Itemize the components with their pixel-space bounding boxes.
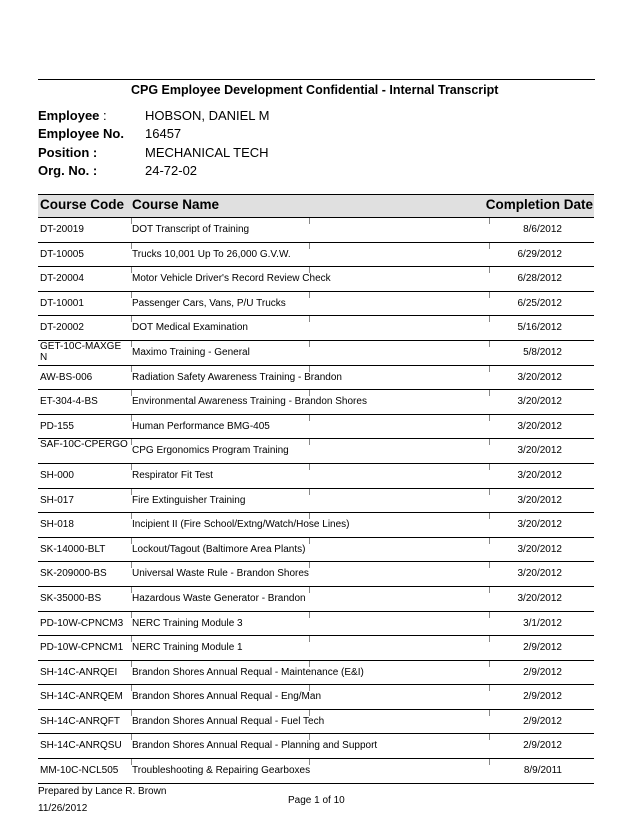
course-name-cell: Environmental Awareness Training - Brandon Shores <box>132 396 367 408</box>
column-tick <box>309 562 310 568</box>
course-code-cell: PD-10W-CPNCM3 <box>40 617 124 629</box>
course-name-cell: NERC Training Module 1 <box>132 642 243 654</box>
completion-date-cell: 3/20/2012 <box>517 469 562 481</box>
completion-date-cell: 5/8/2012 <box>523 346 562 358</box>
footer-date: 11/26/2012 <box>38 803 88 814</box>
completion-date-cell: 3/20/2012 <box>517 420 562 432</box>
completion-date-cell: 5/16/2012 <box>517 322 562 334</box>
course-name-cell: DOT Transcript of Training <box>132 224 250 235</box>
employee-name-value: HOBSON, DANIEL M <box>145 108 270 123</box>
column-tick <box>489 341 490 347</box>
course-code-cell: DT-20019 <box>40 224 84 235</box>
table-row <box>38 562 594 587</box>
course-name-cell: Fire Extinguisher Training <box>132 494 246 506</box>
completion-date-cell: 3/20/2012 <box>517 543 562 555</box>
table-row <box>38 587 594 612</box>
completion-date-cell: 3/20/2012 <box>517 371 562 383</box>
course-code-cell: DT-20004 <box>40 273 84 285</box>
course-name-header: Course Name <box>132 197 220 212</box>
column-tick <box>489 464 490 470</box>
course-code-cell: MM-10C-NCL505 <box>40 765 119 777</box>
column-tick <box>489 513 490 519</box>
column-tick <box>309 292 310 298</box>
course-code-cell: DT-10001 <box>40 297 84 309</box>
course-name-cell: Motor Vehicle Driver's Record Review Check <box>132 273 331 285</box>
course-name-cell: Passenger Cars, Vans, P/U Trucks <box>132 297 286 309</box>
course-name-cell: Respirator Fit Test <box>132 469 213 481</box>
column-tick <box>489 612 490 618</box>
employee-number-value: 16457 <box>145 126 182 141</box>
prepared-by: Prepared by Lance R. Brown <box>38 786 167 797</box>
course-name-cell: Brandon Shores Annual Requal - Eng/Man <box>132 691 322 703</box>
table-body <box>38 218 594 784</box>
completion-date-cell: 6/29/2012 <box>517 248 562 260</box>
course-code-cell: SK-209000-BS <box>40 568 107 580</box>
course-code-cell: SH-018 <box>40 519 74 531</box>
column-tick <box>489 759 490 765</box>
table-row <box>38 489 594 514</box>
header-rule <box>38 79 595 80</box>
course-code-cell: DT-10005 <box>40 248 84 260</box>
course-code-cell: DT-20002 <box>40 322 84 334</box>
column-tick <box>489 538 490 544</box>
column-tick <box>309 636 310 642</box>
course-code-cell: SH-14C-ANRQFT <box>40 715 121 727</box>
course-name-cell: Human Performance BMG-405 <box>132 420 270 432</box>
column-tick <box>489 489 490 495</box>
course-name-cell: Incipient II (Fire School/Extng/Watch/Hose Lines) <box>132 519 350 531</box>
column-tick <box>309 612 310 618</box>
completion-date-cell: 3/20/2012 <box>517 445 562 457</box>
table-row <box>38 341 594 366</box>
column-tick <box>489 685 490 691</box>
course-name-cell: Lockout/Tagout (Baltimore Area Plants) <box>132 543 306 555</box>
column-tick <box>489 243 490 249</box>
course-code-cell: SH-000 <box>40 469 74 481</box>
column-tick <box>489 366 490 372</box>
course-code-cell: SH-14C-ANRQEM <box>40 691 123 703</box>
column-tick <box>489 562 490 568</box>
position-label: Position : <box>38 145 98 160</box>
table-row <box>38 734 594 759</box>
course-name-cell: Universal Waste Rule - Brandon Shores <box>132 568 309 580</box>
completion-date-cell: 6/25/2012 <box>517 297 562 309</box>
column-tick <box>309 316 310 322</box>
course-code-cell: SK-35000-BS <box>40 592 102 604</box>
course-code-cell: PD-155 <box>40 420 74 432</box>
table-row <box>38 612 594 637</box>
course-code-cell: GET-10C-MAXGEN <box>40 340 122 363</box>
completion-date-cell: 8/6/2012 <box>523 224 562 235</box>
table-header <box>38 194 594 218</box>
column-tick <box>489 710 490 716</box>
course-code-cell: ET-304-4-BS <box>40 396 98 408</box>
table-row <box>38 464 594 489</box>
table-row <box>38 538 594 563</box>
completion-date-header: Completion Date <box>485 197 593 212</box>
course-code-cell: SH-14C-ANRQSU <box>40 740 122 752</box>
document-title: CPG Employee Development Confidential - Internal Transcript <box>131 83 499 97</box>
course-name-cell: CPG Ergonomics Program Training <box>132 445 289 457</box>
table-row <box>38 439 594 464</box>
course-name-cell: DOT Medical Examination <box>132 322 248 334</box>
course-code-cell: SAF-10C-CPERGO <box>40 439 128 451</box>
table-row <box>38 661 594 686</box>
course-code-cell: SH-017 <box>40 494 74 506</box>
column-tick <box>309 341 310 347</box>
completion-date-cell: 3/20/2012 <box>517 519 562 531</box>
table-row <box>38 243 594 268</box>
column-tick <box>489 636 490 642</box>
table-row <box>38 316 594 341</box>
table-row <box>38 636 594 661</box>
column-tick <box>309 587 310 593</box>
employee-label: Employee : <box>38 108 107 123</box>
table-row <box>38 415 594 440</box>
column-tick <box>309 439 310 445</box>
completion-date-cell: 2/9/2012 <box>523 740 562 752</box>
column-tick <box>309 464 310 470</box>
completion-date-cell: 8/9/2011 <box>523 765 562 777</box>
completion-date-cell: 3/1/2012 <box>523 617 562 629</box>
course-name-cell: Brandon Shores Annual Requal - Maintenance (E&I) <box>132 666 364 678</box>
table-row <box>38 366 594 391</box>
table-row <box>38 685 594 710</box>
course-name-cell: Maximo Training - General <box>132 346 250 358</box>
column-tick <box>489 292 490 298</box>
course-name-cell: NERC Training Module 3 <box>132 617 243 629</box>
org-number-value: 24-72-02 <box>145 163 198 178</box>
org-number-label: Org. No. : <box>38 163 98 178</box>
course-name-cell: Radiation Safety Awareness Training - Brandon <box>132 371 342 383</box>
course-code-cell: SK-14000-BLT <box>40 543 106 555</box>
course-name-cell: Troubleshooting & Repairing Gearboxes <box>132 765 311 777</box>
column-tick <box>489 661 490 667</box>
course-name-cell: Trucks 10,001 Up To 26,000 G.V.W. <box>132 248 291 260</box>
course-code-header: Course Code <box>40 197 125 212</box>
table-row <box>38 513 594 538</box>
column-tick <box>309 489 310 495</box>
completion-date-cell: 2/9/2012 <box>523 666 562 678</box>
column-tick <box>309 218 310 224</box>
course-name-cell: Brandon Shores Annual Requal - Planning and Support <box>132 740 378 752</box>
table-row <box>38 710 594 735</box>
column-tick <box>489 587 490 593</box>
table-row <box>38 292 594 317</box>
course-code-cell: SH-14C-ANRQEI <box>40 666 118 678</box>
column-tick <box>309 538 310 544</box>
column-tick <box>489 390 490 396</box>
column-tick <box>309 415 310 421</box>
column-tick <box>489 734 490 740</box>
column-tick <box>489 218 490 224</box>
column-tick <box>489 316 490 322</box>
table-row <box>38 390 594 415</box>
completion-date-cell: 3/20/2012 <box>517 568 562 580</box>
completion-date-cell: 3/20/2012 <box>517 396 562 408</box>
completion-date-cell: 6/28/2012 <box>517 273 562 285</box>
column-tick <box>309 243 310 249</box>
employee-number-label: Employee No. <box>38 126 124 141</box>
position-value: MECHANICAL TECH <box>145 145 269 160</box>
completion-date-cell: 3/20/2012 <box>517 592 562 604</box>
course-code-cell: PD-10W-CPNCM1 <box>40 642 124 654</box>
column-tick <box>489 267 490 273</box>
completion-date-cell: 2/9/2012 <box>523 691 562 703</box>
column-tick <box>489 415 490 421</box>
completion-date-cell: 3/20/2012 <box>517 494 562 506</box>
course-name-cell: Hazardous Waste Generator - Brandon <box>132 592 306 604</box>
completion-date-cell: 2/9/2012 <box>523 642 562 654</box>
course-code-cell: AW-BS-006 <box>40 371 93 383</box>
table-row <box>38 759 594 784</box>
page-number: Page 1 of 10 <box>288 795 345 806</box>
transcript-table <box>38 194 594 784</box>
course-name-cell: Brandon Shores Annual Requal - Fuel Tech <box>132 715 325 727</box>
table-row <box>38 218 594 243</box>
column-tick <box>489 439 490 445</box>
completion-date-cell: 2/9/2012 <box>523 715 562 727</box>
table-row <box>38 267 594 292</box>
